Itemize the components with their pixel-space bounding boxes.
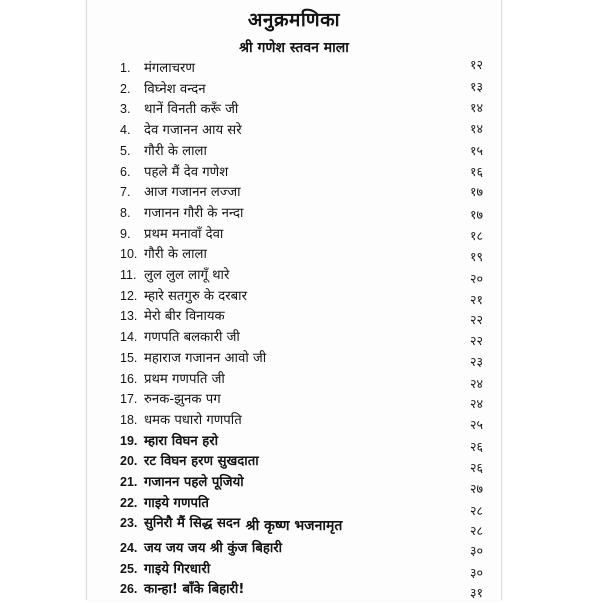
entry-title: मंगलाचरण [144, 61, 195, 76]
entry-number: 12. [120, 288, 138, 303]
entry-title: रुनक-झुनक पग [144, 392, 221, 408]
index-entry [120, 286, 483, 306]
index-entry [120, 327, 483, 347]
entry-page-number: १५ [469, 142, 483, 158]
index-entry [120, 79, 483, 99]
index-entry [120, 410, 483, 430]
index-entry [120, 141, 483, 161]
entry-title: कान्हा! बाँके बिहारी! [144, 582, 245, 597]
entry-page-number: २१ [469, 291, 483, 307]
index-entry [120, 58, 483, 78]
entry-number: 10. [120, 247, 138, 262]
entry-title: सुनिरौ मैं सिद्ध सदन [144, 516, 241, 532]
entry-page-number: १४ [469, 121, 483, 137]
index-page [86, 0, 502, 600]
section-heading-ganesh: श्री गणेश स्तवन माला [239, 40, 349, 56]
entry-number: 25. [120, 561, 138, 576]
entry-number: 17. [120, 392, 138, 407]
entry-number: 26. [120, 582, 138, 596]
index-entry [120, 431, 483, 454]
index-entry [120, 472, 483, 496]
index-entry [120, 538, 483, 558]
index-entry [120, 559, 483, 579]
entry-number: 1. [120, 61, 131, 75]
entry-title: गजानन गौरी के नन्दा [144, 205, 244, 221]
entry-title: गाइये गिरधारी [144, 561, 211, 577]
entry-title: गणपति बलकारी जी [144, 330, 240, 346]
entry-page-number: ३० [469, 564, 483, 580]
entry-page-number: २३ [469, 353, 483, 369]
index-entry [120, 306, 483, 326]
entry-title: देव गजानन आय सरे [144, 123, 242, 139]
entry-title: धमक पधारो गणपति [144, 412, 242, 428]
entry-page-number: २४ [469, 375, 483, 391]
entry-title: विघ्नेश वन्दन [144, 81, 206, 97]
entry-title: म्हारे सतगुरु के दरबार [144, 288, 247, 304]
entry-page-number: २८ [469, 502, 483, 518]
index-entry [120, 348, 483, 368]
entry-number: 18. [120, 412, 138, 427]
entry-page-number: ३० [469, 543, 483, 558]
entry-number: 2. [120, 81, 131, 96]
entry-title: प्रथम मनावाँ देवा [144, 226, 224, 242]
entry-number: 14. [120, 330, 138, 345]
entry-number: 3. [120, 102, 131, 117]
index-entry [120, 120, 483, 140]
entry-number: 15. [120, 350, 138, 365]
entry-title: गौरी के लाला [144, 247, 207, 263]
entry-page-number: २० [469, 271, 483, 286]
entry-title: गाइये गणपति [144, 495, 209, 511]
entry-page-number: २५ [469, 416, 483, 432]
index-entry [120, 244, 483, 264]
entry-page-number: १४ [469, 100, 483, 116]
entry-number: 23. [120, 516, 138, 531]
entry-page-number: १३ [469, 78, 483, 94]
index-entry [120, 369, 483, 389]
entry-number: 19. [120, 433, 138, 448]
entry-page-number: १२ [469, 57, 483, 72]
index-entry [120, 493, 483, 518]
entry-page-number: २४ [469, 396, 483, 412]
entry-page-number: १७ [469, 184, 483, 200]
index-entry [120, 182, 483, 202]
entry-title: गौरी के लाला [144, 143, 207, 159]
entry-page-number: १६ [469, 163, 483, 179]
entry-page-number: ३१ [469, 585, 483, 600]
index-entry [120, 265, 483, 285]
entry-title: रट विघन हरण सुखदाता [144, 454, 259, 470]
entry-page-number: १९ [469, 249, 483, 265]
entry-page-number: २२ [469, 333, 483, 349]
entry-title: लुल लुल लागूँ थारे [144, 268, 230, 283]
entry-number: 13. [120, 309, 138, 324]
entry-title: आज गजानन लज्जा [144, 185, 241, 201]
entry-page-number: १८ [469, 227, 483, 243]
entry-title: थानें विनती करूँ जी [144, 102, 239, 118]
entry-title: मेरो बीर विनायक [144, 309, 225, 325]
entry-title: गजानन पहले पूजियो [144, 475, 244, 490]
entry-title: जय जय जय श्री कुंज बिहारी [144, 541, 283, 556]
page-title: अनुक्रमणिका [247, 9, 341, 31]
section-heading-krishna: श्री कृष्ण भजनामृत [245, 518, 343, 534]
index-entry [120, 99, 483, 119]
entry-number: 4. [120, 123, 131, 138]
index-entry [120, 203, 483, 223]
entry-page-number: २६ [469, 438, 483, 454]
entry-number: 5. [120, 143, 131, 158]
entry-page-number: २२ [469, 312, 483, 328]
entry-title: पहले मैं देव गणेश [144, 164, 229, 180]
entry-number: 6. [120, 164, 131, 179]
entry-number: 20. [120, 454, 138, 469]
entry-title: प्रथम गणपति जी [144, 371, 225, 387]
entry-number: 11. [120, 268, 137, 282]
entry-page-number: २६ [469, 460, 483, 476]
index-entry [120, 389, 483, 412]
index-entry [120, 579, 483, 599]
entry-number: 24. [120, 541, 138, 555]
index-entry [120, 162, 483, 182]
entry-number: 21. [120, 475, 138, 489]
entry-number: 9. [120, 226, 131, 241]
entry-page-number: २७ [469, 481, 483, 496]
entry-page-number: २८ [469, 523, 483, 539]
index-entry [120, 451, 483, 476]
entry-title: महाराज गजानन आवो जी [144, 350, 267, 366]
entry-title: म्हारा विघन हरो [144, 433, 219, 449]
entry-page-number: १७ [469, 206, 483, 222]
entry-number: 16. [120, 371, 138, 386]
entry-number: 8. [120, 205, 131, 220]
index-entry [120, 224, 483, 244]
entry-number: 7. [120, 185, 131, 200]
entry-number: 22. [120, 495, 138, 510]
